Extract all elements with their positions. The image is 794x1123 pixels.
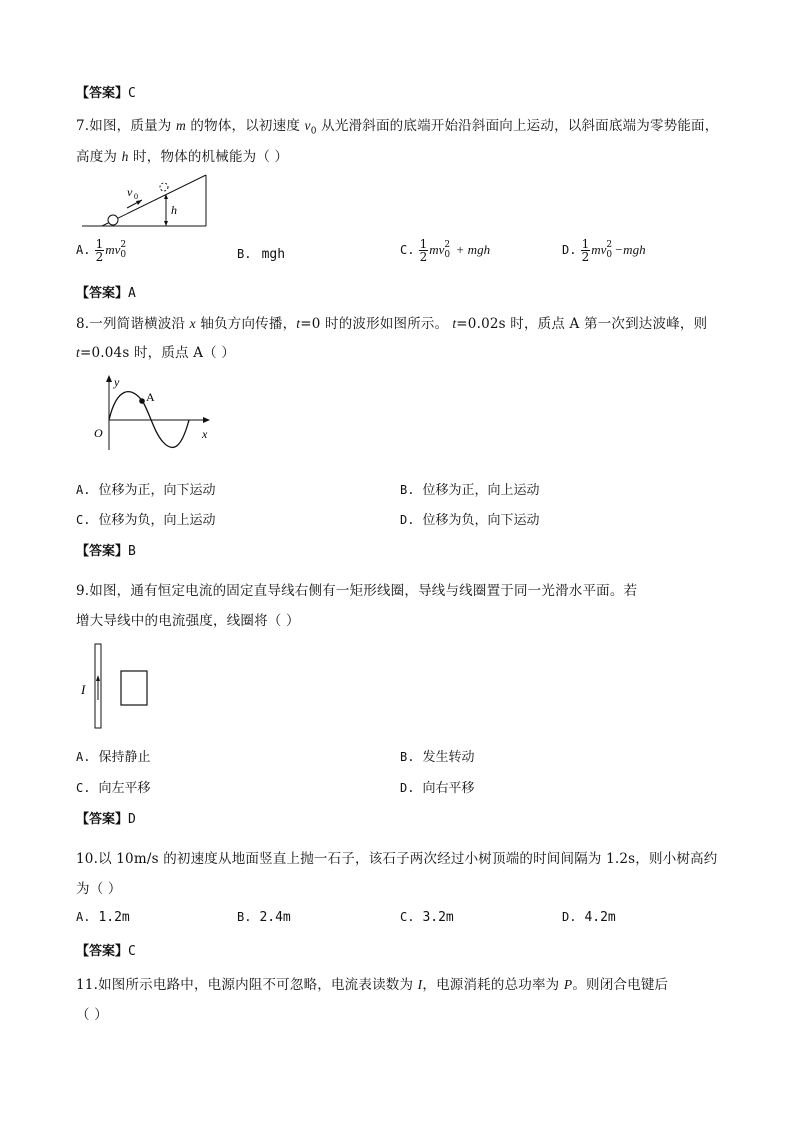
q10-text: 10.以 10m/s 的初速度从地面竖直上抛一石子，该石子两次经过小树顶端的时间间隔为 1.2s，则小树高约 (76, 851, 718, 867)
q11-text: ，电源消耗的总功率为 (422, 977, 564, 993)
q7-option-d[interactable] (562, 238, 646, 263)
q7-line2 (76, 145, 288, 165)
fraction (581, 238, 591, 263)
option-text: 3.2m (422, 910, 454, 925)
option-letter: D. (562, 910, 577, 924)
wave-figure (92, 372, 217, 454)
wire-figure (78, 642, 158, 732)
numerator: 1 (95, 237, 104, 251)
option-text: 保持静止 (98, 750, 151, 765)
q9-option-c[interactable] (76, 777, 150, 796)
option-letter: D. (562, 243, 577, 257)
numerator: 1 (581, 237, 590, 251)
a-label: A (146, 390, 155, 404)
q11-text: 。则闭合电键后 (572, 977, 669, 993)
option-text: 位移为负，向下运动 (422, 513, 540, 528)
q10-line2 (76, 877, 122, 897)
option-letter: C. (76, 513, 91, 527)
option-text: 1.2m (98, 910, 130, 925)
q10-line1 (76, 847, 718, 867)
rectangular-coil (121, 671, 147, 705)
answer-q7 (76, 282, 136, 301)
v0-label: v (127, 185, 133, 199)
option-text: 位移为负，向上运动 (98, 513, 216, 528)
math-tail: + mgh (452, 242, 491, 257)
q7-option-b[interactable] (237, 247, 285, 262)
math-tail: −mgh (614, 242, 646, 257)
answer-q6 (76, 82, 136, 101)
option-letter: D. (400, 781, 415, 795)
answer-value: D (128, 812, 136, 827)
answer-label: 【答案】 (76, 812, 129, 827)
q9-option-a[interactable] (76, 746, 150, 765)
option-letter: B. (237, 910, 252, 924)
answer-value: C (128, 944, 136, 959)
q8-text: 8.一列简谐横波沿 (76, 316, 190, 332)
answer-q9 (76, 808, 136, 827)
exp: 2 (606, 239, 613, 250)
answer-value: A (128, 286, 136, 301)
subscript: 0 (120, 249, 127, 260)
q9-line2 (76, 609, 300, 629)
answer-value: B (128, 544, 136, 559)
v0-variable: v (304, 118, 311, 133)
option-text: 向左平移 (98, 781, 151, 796)
q8-option-a[interactable] (76, 479, 215, 498)
q8-option-b[interactable] (400, 479, 539, 498)
q11-line1 (76, 973, 668, 993)
option-text: 位移为正，向下运动 (98, 483, 216, 498)
q10-option-a[interactable] (76, 910, 130, 925)
option-letter: C. (76, 781, 91, 795)
q10-option-b[interactable] (237, 910, 291, 925)
option-letter: D. (400, 513, 415, 527)
q7-text: 从光滑斜面的底端开始沿斜面向上运动，以斜面底端为零势能面， (316, 118, 719, 134)
answer-label: 【答案】 (76, 544, 129, 559)
subscript: 0 (606, 249, 613, 260)
answer-q8 (76, 540, 136, 559)
denominator: 2 (419, 250, 428, 264)
current-label: I (81, 682, 86, 697)
t-variable: t (76, 345, 80, 360)
denominator: 2 (581, 250, 590, 264)
denominator: 2 (95, 250, 104, 264)
answer-value: C (128, 86, 136, 101)
x-axis-arrow (203, 417, 210, 423)
q9-line1 (76, 579, 637, 599)
v0-subscript: 0 (310, 126, 317, 137)
q7-text: 时，物体的机械能为（ ） (128, 149, 289, 165)
fraction (419, 238, 429, 263)
y-label: y (114, 375, 120, 389)
q10-text: 为（ ） (76, 881, 122, 897)
exp: 2 (120, 239, 127, 250)
h-label: h (171, 203, 177, 217)
ball (108, 215, 118, 225)
q7-text: 高度为 (76, 149, 122, 165)
q7-option-c[interactable] (400, 238, 490, 263)
q7-text: 7.如图，质量为 (76, 118, 176, 134)
q8-line1 (76, 312, 707, 332)
h-variable: h (121, 149, 129, 164)
option-text: 发生转动 (422, 750, 475, 765)
math-mv: mv (591, 242, 607, 257)
answer-label: 【答案】 (76, 944, 129, 959)
option-letter: B. (237, 247, 252, 261)
mass-variable: m (175, 118, 186, 133)
q8-text: =0.04s 时，质点 A（ ） (79, 345, 236, 361)
option-text: 向右平移 (422, 781, 475, 796)
i-variable: I (417, 977, 423, 992)
option-text: 位移为正，向上运动 (422, 483, 540, 498)
q8-line2 (76, 341, 235, 361)
answer-label: 【答案】 (76, 86, 129, 101)
option-text: 2.4m (259, 910, 291, 925)
v0-label-sub: 0 (134, 192, 138, 201)
option-letter: B. (400, 750, 415, 764)
q7-line1 (76, 114, 718, 137)
option-letter: A. (76, 750, 91, 764)
q9-option-b[interactable] (400, 746, 474, 765)
q11-line2 (76, 1003, 108, 1023)
q9-text: 9.如图，通有恒定电流的固定直导线右侧有一矩形线圈，导线与线圈置于同一光滑水平面。若 (76, 583, 638, 599)
math-mv: mv (429, 242, 445, 257)
option-letter: C. (400, 243, 415, 257)
q8-text: =0 时的波形如图所示。 (300, 316, 449, 332)
q8-text: 轴负方向传播， (195, 316, 297, 332)
numerator: 1 (419, 237, 428, 251)
option-text: mgh (261, 247, 286, 262)
exp: 2 (444, 239, 451, 250)
t-variable: t (296, 316, 301, 331)
option-letter: B. (400, 483, 415, 497)
math-mv: mv (105, 242, 121, 257)
q11-text: 11.如图所示电路中，电源内阻不可忽略，电流表读数为 (76, 977, 418, 993)
q10-option-c[interactable] (400, 910, 454, 925)
t-variable: t (452, 316, 457, 331)
q8-text: =0.02s 时，质点 A 第一次到达波峰，则 (456, 316, 708, 332)
ball-dashed (160, 183, 168, 191)
p-variable: P (563, 977, 573, 992)
q10-option-d[interactable] (562, 910, 616, 925)
subscript: 0 (444, 249, 451, 260)
y-axis-arrow (106, 375, 112, 382)
option-letter: A. (76, 483, 91, 497)
option-text: 4.2m (584, 910, 616, 925)
q9-text: 增大导线中的电流强度，线圈将（ ） (76, 613, 300, 629)
x-variable: x (189, 316, 196, 331)
q11-text: （ ） (76, 1007, 108, 1023)
q9-option-d[interactable] (400, 777, 474, 796)
point-a (139, 398, 145, 404)
q7-option-a[interactable] (76, 238, 128, 263)
fraction (95, 238, 105, 263)
answer-label: 【答案】 (76, 286, 129, 301)
answer-q10 (76, 940, 136, 959)
option-letter: A. (76, 910, 91, 924)
q7-text: 的物体，以初速度 (185, 118, 305, 134)
height-arrow-bottom (164, 221, 168, 226)
option-letter: A. (76, 243, 91, 257)
q8-option-c[interactable] (76, 509, 215, 528)
x-label: x (202, 427, 208, 441)
option-letter: C. (400, 910, 415, 924)
q8-option-d[interactable] (400, 509, 539, 528)
origin-label: O (94, 426, 103, 440)
incline-figure (82, 170, 212, 230)
